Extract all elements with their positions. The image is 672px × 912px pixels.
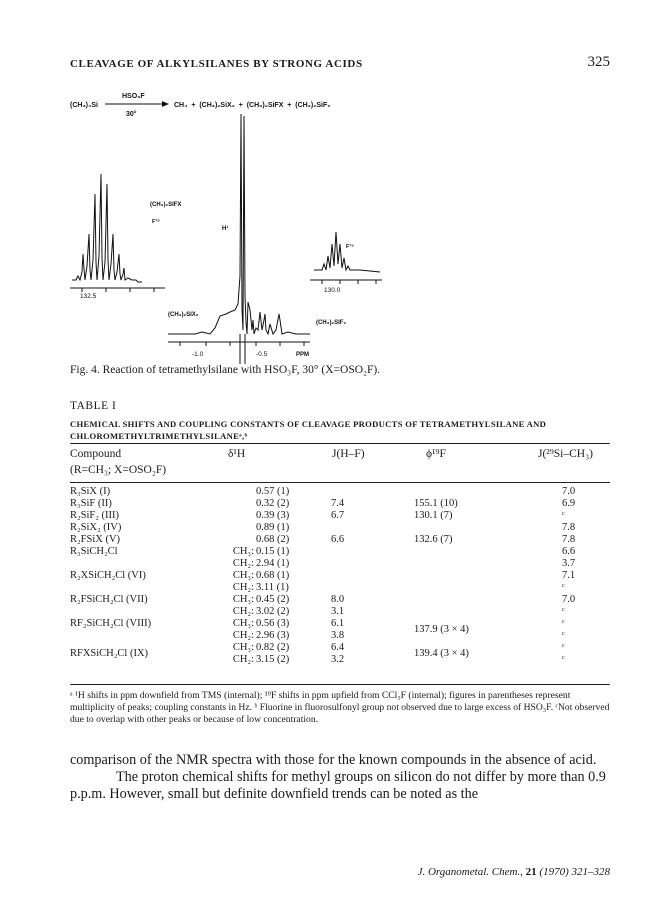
cell-shift: 0.68 (1) [256, 570, 290, 581]
cell-shift: 0.39 (3) [256, 510, 290, 521]
header-phi-f: ϕ¹⁹F [426, 448, 446, 460]
table-row [70, 594, 610, 606]
table-row [70, 534, 610, 546]
six2-label: (CH₃)₂SIX₂ [168, 312, 199, 318]
header-compound: Compound [70, 448, 122, 460]
sifx-label: (CH₃)₂SIFX [150, 202, 182, 208]
cell-shift: 0.89 (1) [256, 522, 290, 533]
cell-phi: 137.9 (3 × 4) [414, 624, 469, 635]
page-header [70, 54, 610, 74]
table-row [70, 510, 610, 522]
cell-jhf: 3.2 [331, 654, 345, 665]
body-text [70, 752, 610, 803]
left-tick-label: 132.5 [80, 293, 97, 300]
ppm-unit-label: PPM [296, 352, 310, 358]
cell-jsi: ᶜ [562, 582, 565, 593]
cell-jsi: ᶜ [562, 642, 565, 653]
condition-text: 30° [126, 111, 137, 118]
cell-jsi: 7.8 [562, 534, 576, 545]
table-label: TABLE I [70, 400, 117, 412]
cell-jsi: ᶜ [562, 630, 565, 641]
cell-compound: R₃SiF (II) [70, 498, 112, 509]
cell-jhf: 3.1 [331, 606, 345, 617]
cell-shift: 2.94 (1) [256, 558, 290, 569]
cell-compound: R₃SiCH₂Cl [70, 546, 118, 557]
table-bottom-rule [70, 684, 610, 685]
cell-group: CH₃: [232, 570, 254, 581]
paragraph-2: The proton chemical shifts for methyl groups on silicon do not differ by more than 0.9 p.p.m. However, small but definite downfield trends can be noted as the [70, 769, 606, 802]
cell-phi: 132.6 (7) [414, 534, 453, 545]
nmr-spectrum-figure [70, 84, 550, 364]
cell-compound: RFXSiCH₂Cl (IX) [70, 648, 149, 659]
proton-tick-1: -1.0 [192, 351, 204, 358]
cell-shift: 3.02 (2) [256, 606, 290, 617]
table-row [70, 582, 610, 594]
table-row [70, 618, 610, 635]
table-header [70, 446, 610, 482]
cell-group: CH₃: [232, 546, 254, 557]
cell-group: CH₃: [232, 594, 254, 605]
cell-shift: 3.11 (1) [256, 582, 289, 593]
table-top-rule [70, 443, 610, 444]
f19-multiplet-right [314, 232, 380, 272]
cell-jhf: 6.1 [331, 618, 345, 629]
table-body [70, 486, 610, 686]
cell-shift: 0.57 (1) [256, 486, 290, 497]
cell-compound: RF₂SiCH₂Cl (VIII) [70, 618, 152, 629]
cell-compound: R₂SiX₂ (IV) [70, 522, 122, 533]
table-footnotes: ᵃ ¹H shifts in ppm downfield from TMS (internal); ¹⁹F shifts in ppm upfield from CCl₃F (internal); figures in parentheses represent multiplicity of peaks; coupling constants in Hz. ᵇ Fluorine in fluorosulfonyl group not observed due to large excess of HSO₃F. ᶜNot observed due to overlap with other peaks or because of low concentration. [70, 690, 610, 725]
cell-jsi: ᶜ [562, 654, 565, 665]
h1-label: H¹ [222, 226, 229, 232]
cell-jhf: 6.7 [331, 510, 345, 521]
table-row [70, 570, 610, 582]
cell-phi: 139.4 (3 × 4) [414, 648, 469, 659]
cell-jsi: ᶜ [562, 618, 565, 629]
cell-jhf: 3.8 [331, 630, 345, 641]
cell-phi: 130.1 (7) [414, 510, 453, 521]
cell-jsi: 3.7 [562, 558, 576, 569]
header-j-hf: J(H–F) [332, 448, 365, 460]
header-compound-sub: (R=CH₃; X=OSO₂F) [70, 464, 167, 476]
cell-group: CH₂: [232, 630, 254, 641]
cell-jsi: 7.0 [562, 486, 576, 497]
cell-jhf: 7.4 [331, 498, 345, 509]
proton-tick-2: -0.5 [256, 351, 268, 358]
cell-jsi: 6.6 [562, 546, 576, 557]
journal-citation [418, 866, 610, 878]
cell-shift: 2.96 (3) [256, 630, 290, 641]
cell-group: CH₂: [232, 582, 254, 593]
sif2-label: (CH₃)₂SIF₂ [316, 320, 347, 326]
cell-jhf: 6.6 [331, 534, 345, 545]
cell-jsi: ᶜ [562, 606, 565, 617]
nmr-spectrum-svg [70, 84, 550, 364]
table-header-rule [70, 482, 610, 483]
cell-jhf: 8.0 [331, 594, 345, 605]
cell-group: CH₃: [232, 618, 254, 629]
table-row [70, 642, 610, 659]
reagent-text: HSO₃F [122, 93, 145, 100]
cell-compound: R₃SiX (I) [70, 486, 111, 497]
cell-compound: R₂FSiX (V) [70, 534, 121, 545]
cell-jhf: 6.4 [331, 642, 345, 653]
cell-jsi: 7.1 [562, 570, 576, 581]
table-row [70, 546, 610, 558]
journal-name: J. Organometal. Chem., [417, 866, 523, 878]
cell-phi: 155.1 (10) [414, 498, 458, 509]
cell-compound: R₂SiF₂ (III) [70, 510, 120, 521]
cell-jsi: 6.9 [562, 498, 576, 509]
cell-shift: 0.15 (1) [256, 546, 290, 557]
figure-caption: Fig. 4. Reaction of tetramethylsilane with HSO₃F, 30° (X=OSO₂F). [70, 364, 381, 376]
header-j-si: J(²⁹Si–CH₃) [538, 448, 593, 460]
proton-spectrum [168, 114, 310, 334]
cell-jsi: ᶜ [562, 510, 565, 521]
table-row [70, 498, 610, 510]
cell-jsi: 7.8 [562, 522, 576, 533]
f19-left-label: F¹⁹ [152, 219, 160, 225]
cell-compound: R₂FSiCH₂Cl (VII) [70, 594, 148, 605]
table-row [70, 654, 610, 666]
table-row [70, 486, 610, 498]
f19-multiplet-left [72, 174, 142, 282]
journal-volume: 21 [525, 866, 537, 878]
cell-shift: 0.45 (2) [256, 594, 290, 605]
header-shift-h: δ¹H [228, 448, 246, 460]
table-caption: CHEMICAL SHIFTS AND COUPLING CONSTANTS OF CLEAVAGE PRODUCTS OF TETRAMETHYLSILANE AND CHLOROMETHYLTRIMETHYLSILANEᵃ,ᵇ [70, 419, 547, 441]
cell-shift: 0.32 (2) [256, 498, 290, 509]
table-row [70, 606, 610, 618]
cell-group: CH₂: [232, 606, 254, 617]
cell-jsi: 7.0 [562, 594, 576, 605]
table-row [70, 522, 610, 534]
paragraph-1: comparison of the NMR spectra with those for the known compounds in the absence of acid. [70, 752, 597, 768]
cell-shift: 0.82 (2) [256, 642, 290, 653]
journal-pages: (1970) 321–328 [539, 866, 610, 878]
table-row [70, 558, 610, 570]
f19-right-label: F¹⁹ [346, 244, 354, 250]
cell-shift: 0.56 (3) [256, 618, 290, 629]
products-text: CH₄ + (CH₃)₂SiX₂ + (CH₃)₂SiFX + (CH₃)₂SiF₂ [174, 102, 331, 109]
cell-group: CH₂: [232, 558, 254, 569]
cell-group: CH₂: [232, 654, 254, 665]
cell-shift: 0.68 (2) [256, 534, 290, 545]
reactant-text: (CH₃)₄Si [70, 102, 98, 109]
right-tick-label: 130.0 [324, 287, 341, 294]
cell-shift: 3.15 (2) [256, 654, 290, 665]
page-number: 325 [587, 54, 610, 70]
cell-group: CH₃: [232, 642, 254, 653]
cell-compound: R₂XSiCH₂Cl (VI) [70, 570, 146, 581]
reaction-arrowhead [162, 101, 169, 107]
table-row [70, 630, 610, 642]
running-title: CLEAVAGE OF ALKYLSILANES BY STRONG ACIDS [70, 58, 363, 70]
